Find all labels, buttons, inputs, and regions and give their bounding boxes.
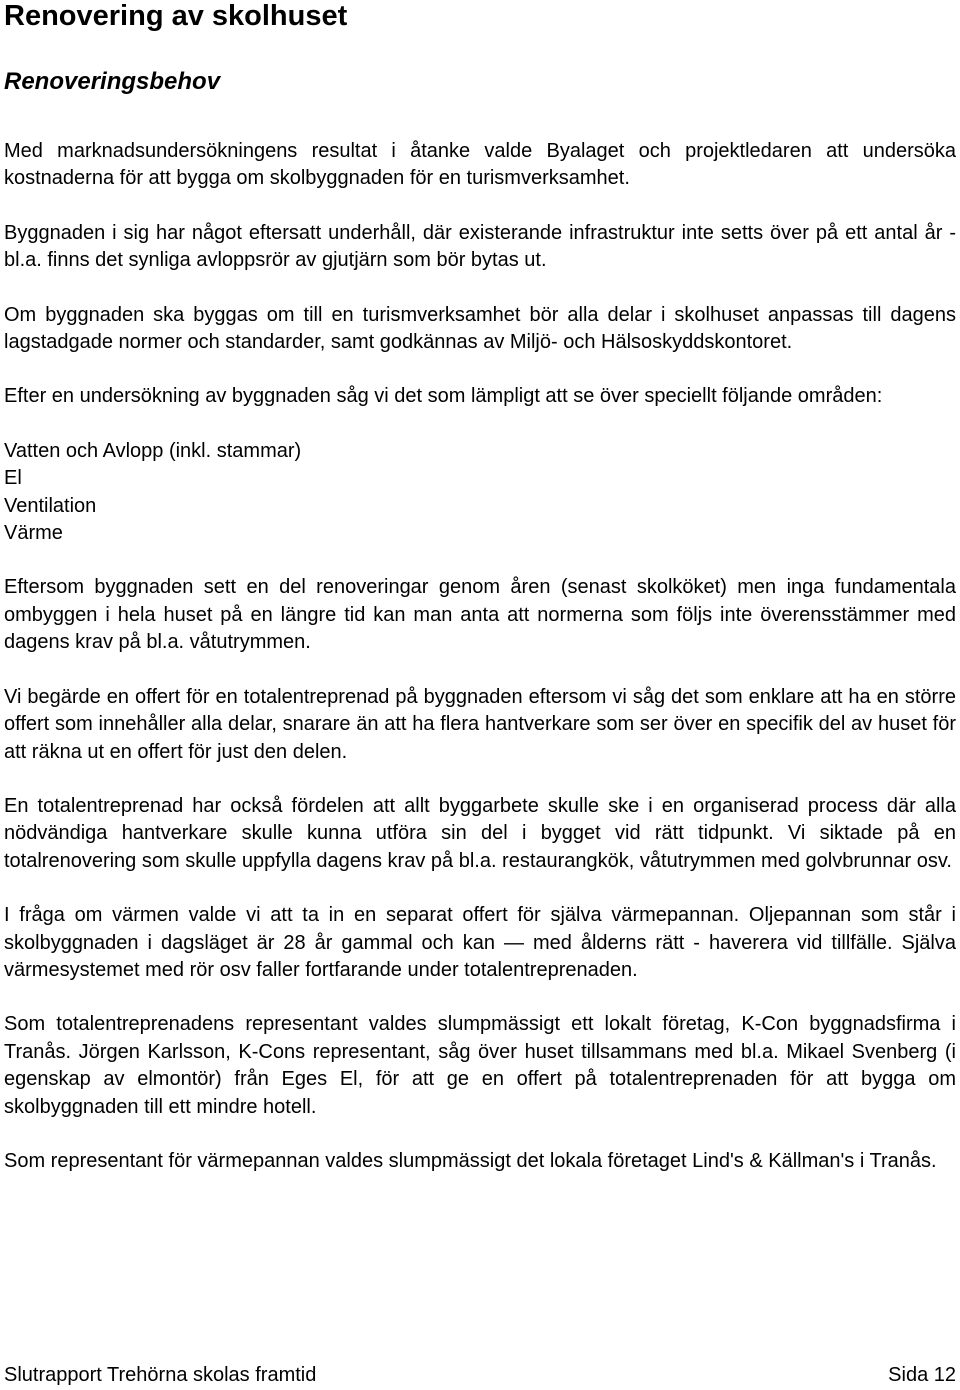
list-item: Vatten och Avlopp (inkl. stammar) — [4, 439, 302, 462]
paragraph: Som representant för värmepannan valdes slumpmässigt det lokala företaget Lind's & Källman's i Tranås. — [4, 1149, 937, 1172]
paragraph: Byggnaden i sig har något eftersatt underhåll, där existerande infrastruktur inte setts över på ett antal år - bl.a. finns det synliga avloppsrör av gjutjärn som bör bytas ut. — [4, 221, 956, 272]
footer-report-title: Slutrapport Trehörna skolas framtid — [4, 1364, 317, 1386]
paragraph: I fråga om värmen valde vi att ta in en separat offert för själva värmepannan. Oljepannan som står i skolbyggnaden i dagsläget är 28 år gammal och kan — med ålderns rätt - haverera vid tillfälle. Själva värmesystemet med rör osv faller fortfarande under totalentreprenaden. — [4, 904, 956, 981]
page-number: Sida 12 — [888, 1364, 956, 1386]
list-item: El — [4, 467, 22, 490]
document-page — [4, 0, 956, 1202]
paragraph: Som totalentreprenadens representant valdes slumpmässigt ett lokalt företag, K-Con byggnadsfirma i Tranås. Jörgen Karlsson, K-Cons representant, såg över huset tillsammans med bl.a. Mikael Svenberg (i egenskap av elmontör) från Eges El, för att ge en offert på totalentreprenaden för att bygga om skolbyggnaden till ett mindre hotell. — [4, 1013, 956, 1118]
paragraph: Om byggnaden ska byggas om till en turismverksamhet bör alla delar i skolhuset anpassas till dagens lagstadgade normer och standarder, samt godkännas av Miljö- och Hälsoskyddskontoret. — [4, 303, 956, 354]
document-title: Renovering av skolhuset — [4, 0, 348, 32]
page-footer — [4, 1362, 956, 1389]
list-item: Ventilation — [4, 494, 97, 517]
paragraph: Efter en undersökning av byggnaden såg vi det som lämpligt att se över speciellt följande områden: — [4, 385, 883, 408]
list-item: Värme — [4, 522, 63, 545]
paragraph: Med marknadsundersökningens resultat i åtanke valde Byalaget och projektledaren att undersöka kostnaderna för att bygga om skolbyggnaden för en turismverksamhet. — [4, 140, 956, 190]
areas-list — [4, 438, 956, 548]
paragraph: Eftersom byggnaden sett en del renoveringar genom åren (senast skolköket) men inga fundamentala ombyggen i hela huset på en längre tid kan man anta att normerna som följs inte överensstämmer med dagens krav på bl.a. våtutrymmen. — [4, 576, 956, 654]
body-text — [4, 138, 956, 1175]
section-heading: Renoveringsbehov — [4, 68, 221, 95]
paragraph: Vi begärde en offert för en totalentreprenad på byggnaden eftersom vi såg det som enklare att ha en större offert som innehåller alla delar, snarare än att ha flera hantverkare som ser över en specifik del av huset för att räkna ut en offert för just den delen. — [4, 685, 956, 763]
paragraph: En totalentreprenad har också fördelen att allt byggarbete skulle ske i en organiserad process där alla nödvändiga hantverkare skulle kunna utföra sin del i bygget vid rätt tidpunkt. Vi siktade på en totalrenovering som skulle uppfylla dagens krav på bl.a. restaurangkök, våtutrymmen med golvbrunnar osv. — [4, 794, 956, 872]
